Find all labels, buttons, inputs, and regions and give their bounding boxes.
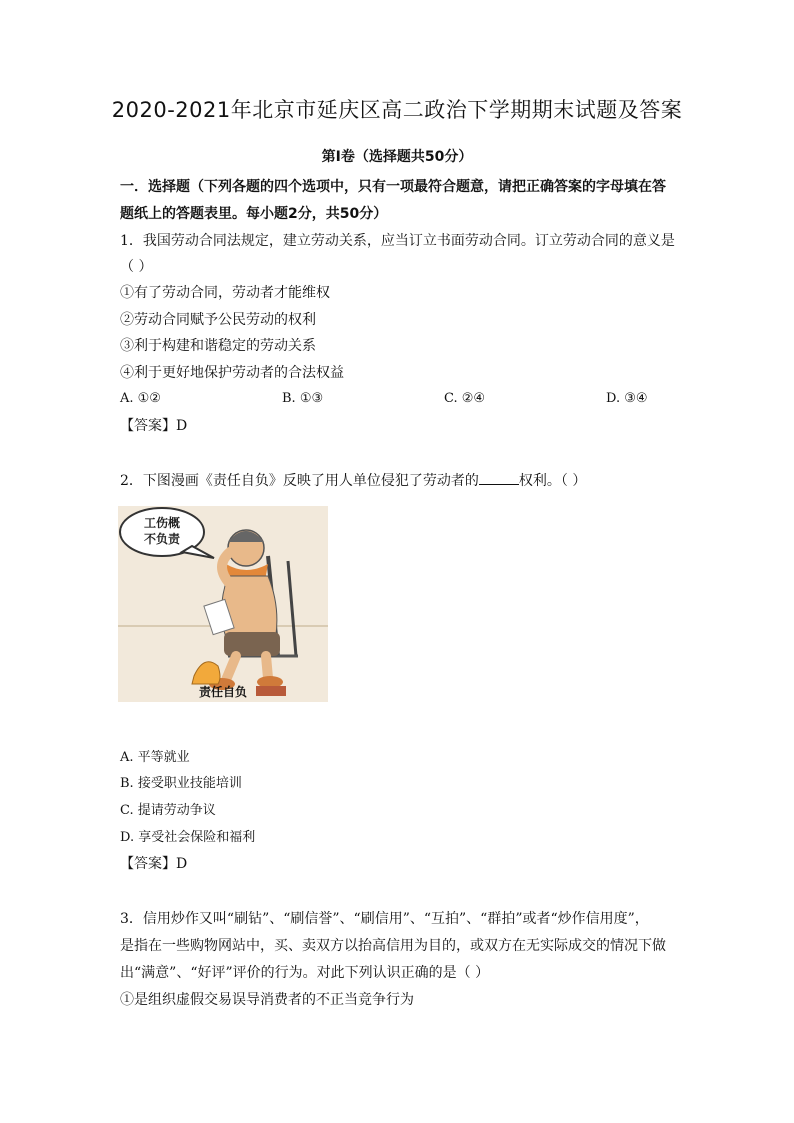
q2-option-b: B. 接受职业技能培训 xyxy=(120,776,242,791)
q3-line-3: 出“满意”、“好评”评价的行为。对此下列认识正确的是（ ） xyxy=(120,965,490,981)
q3-item-1: ①是组织虚假交易误导消费者的不正当竞争行为 xyxy=(120,992,414,1008)
q1-stem-line-2: （ ） xyxy=(120,259,153,275)
cartoon-illustration xyxy=(118,506,328,702)
q2-answer: 【答案】D xyxy=(120,856,188,872)
document-title: 2020-2021年北京市延庆区高二政治下学期期末试题及答案 xyxy=(111,98,683,122)
q1-option-a: A. ①② xyxy=(120,391,161,406)
q1-item-2: ②劳动合同赋予公民劳动的权利 xyxy=(120,312,316,328)
q1-option-d: D. ③④ xyxy=(606,391,648,406)
q2-stem-after: 权利。（ ） xyxy=(518,473,587,489)
q1-option-b: B. ①③ xyxy=(282,391,324,406)
bubble-text-line-2: 不负责 xyxy=(143,532,181,546)
section-heading: 第Ⅰ卷（选择题共50分） xyxy=(321,149,473,165)
answer-blank xyxy=(479,472,519,485)
q1-stem-line-1: 1．我国劳动合同法规定，建立劳动关系，应当订立书面劳动合同。订立劳动合同的意义是 xyxy=(120,233,675,249)
cartoon-caption: 责任自负 xyxy=(198,685,248,699)
q3-line-1: 3．信用炒作又叫“刷钻”、“刷信誉”、“刷信用”、“互拍”、“群拍”或者“炒作信用度”， xyxy=(120,911,649,927)
q2-stem xyxy=(120,470,586,490)
q2-option-a: A. 平等就业 xyxy=(120,750,190,765)
q1-item-1: ①有了劳动合同，劳动者才能维权 xyxy=(120,285,330,301)
instructions-line-2: 题纸上的答题表里。每小题2分，共50分） xyxy=(120,206,388,222)
q1-item-4: ④利于更好地保护劳动者的合法权益 xyxy=(120,365,344,381)
bubble-text-line-1: 工伤概 xyxy=(143,516,181,530)
q2-option-c: C. 提请劳动争议 xyxy=(120,803,216,818)
q3-line-2: 是指在一些购物网站中，买、卖双方以抬高信用为目的，或双方在无实际成交的情况下做 xyxy=(120,938,666,954)
q1-option-c: C. ②④ xyxy=(444,391,486,406)
q2-option-d: D. 享受社会保险和福利 xyxy=(120,830,256,845)
q1-item-3: ③利于构建和谐稳定的劳动关系 xyxy=(120,338,316,354)
instructions-line-1: 一．选择题（下列各题的四个选项中，只有一项最符合题意，请把正确答案的字母填在答 xyxy=(120,179,666,195)
cartoon-figure xyxy=(118,506,328,702)
q2-stem-before: 2．下图漫画《责任自负》反映了用人单位侵犯了劳动者的 xyxy=(120,473,479,489)
q1-answer: 【答案】D xyxy=(120,418,188,434)
